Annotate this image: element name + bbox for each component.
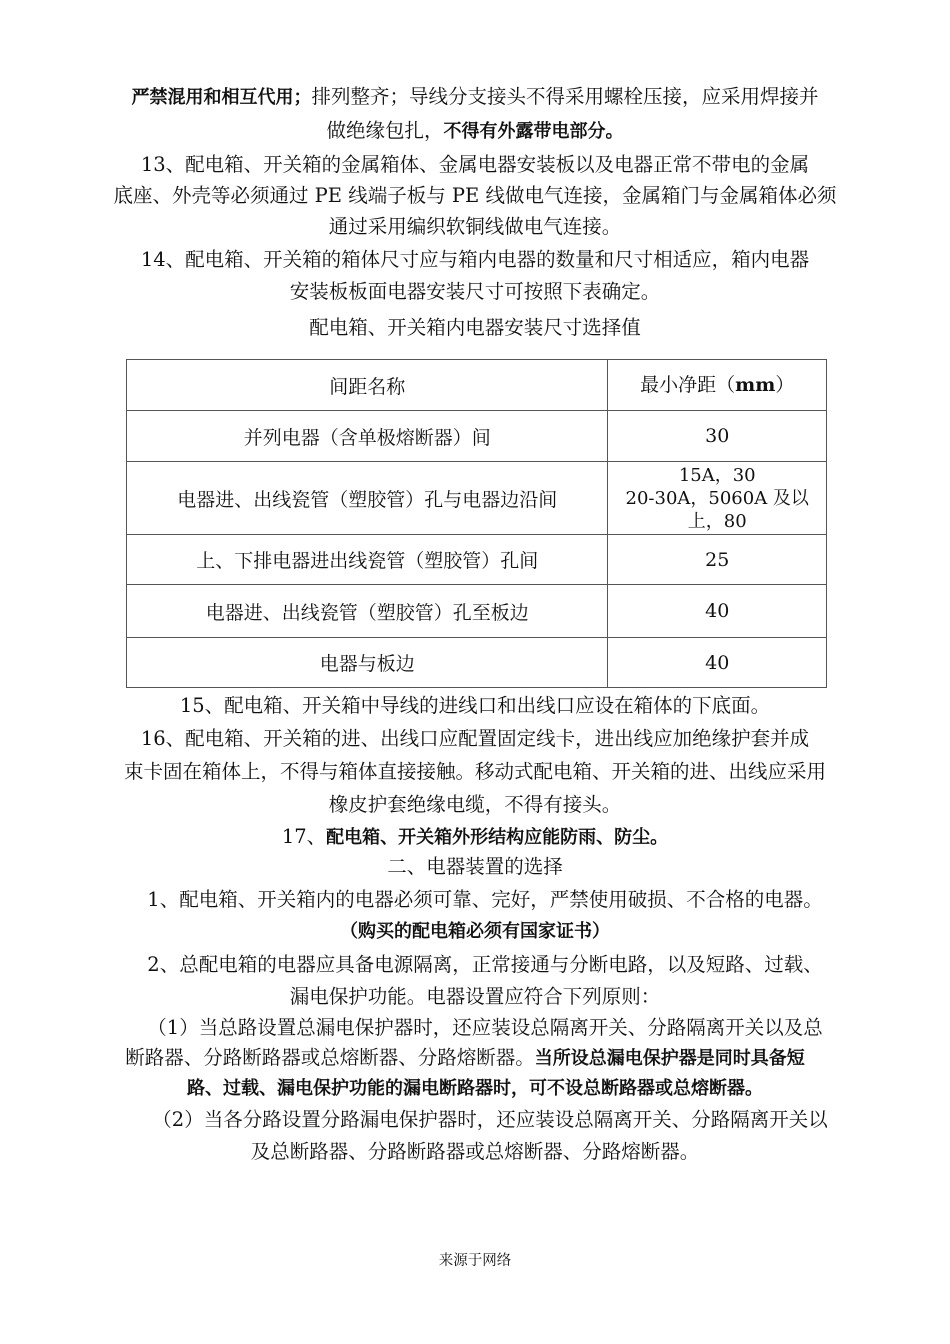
row-name: 上、下排电器进出线瓷管（塑胶管）孔间 bbox=[127, 535, 608, 585]
para14-line1: 14、配电箱、开关箱的箱体尺寸应与箱内电器的数量和尺寸相适应，箱内电器 bbox=[140, 248, 810, 271]
table-row bbox=[127, 462, 827, 535]
para13-line1: 13、配电箱、开关箱的金属箱体、金属电器安装板以及电器正常不带电的金属 bbox=[140, 153, 810, 176]
table-row bbox=[127, 535, 827, 585]
para16-line1: 16、配电箱、开关箱的进、出线口应配置固定线卡，进出线应加绝缘护套并成 bbox=[140, 727, 810, 750]
para13-line3: 通过采用编织软铜线做电气连接。 bbox=[328, 215, 622, 238]
section2-item2-line1: 2、总配电箱的电器应具备电源隔离，正常接通与分断电路，以及短路、过载、 bbox=[147, 953, 823, 976]
para14-line2: 安装板板面电器安装尺寸可按照下表确定。 bbox=[289, 280, 661, 303]
table-row bbox=[127, 638, 827, 688]
para12-line1 bbox=[0, 82, 950, 113]
header-spacing-name: 间距名称 bbox=[127, 360, 608, 411]
section2-sub2-line1: （2）当各分路设置分路漏电保护器时，还应装设总隔离开关、分路隔离开关以 bbox=[152, 1108, 828, 1131]
para15-line1: 15、配电箱、开关箱中导线的进线口和出线口应设在箱体的下底面。 bbox=[179, 694, 771, 717]
row-name: 电器进、出线瓷管（塑胶管）孔至板边 bbox=[127, 585, 608, 638]
sub1-bold-text: 当所设总漏电保护器是同时具备短 bbox=[534, 1048, 805, 1069]
section2-title: 二、电器装置的选择 bbox=[387, 855, 563, 878]
para17-bold-text: 配电箱、开关箱外形结构应能防雨、防尘。 bbox=[326, 827, 669, 848]
para16-line2: 束卡固在箱体上，不得与箱体直接接触。移动式配电箱、开关箱的进、出线应采用 bbox=[123, 760, 826, 783]
row-name: 电器进、出线瓷管（塑胶管）孔与电器边沿间 bbox=[127, 462, 608, 535]
table-row bbox=[127, 585, 827, 638]
para12-bold-text: 严禁混用和相互代用； bbox=[131, 87, 312, 108]
para13-line2: 底座、外壳等必须通过 PE 线端子板与 PE 线做电气连接，金属箱门与金属箱体必须 bbox=[113, 184, 837, 207]
para12-text: 做绝缘包扎， bbox=[326, 119, 444, 142]
para12-text: 排列整齐；导线分支接头不得采用螺栓压接，应采用焊接并 bbox=[311, 85, 819, 108]
section2-sub1-line1: （1）当总路设置总漏电保护器时，还应装设总隔离开关、分路隔离开关以及总 bbox=[147, 1016, 823, 1039]
section2-sub1-line2: 断路器、分路断路器或总熔断器、分路熔断器。当所设总漏电保护器是同时具备短 bbox=[125, 1046, 805, 1069]
para12-bold-text: 不得有外露带电部分。 bbox=[443, 121, 624, 142]
section2-item1: 1、配电箱、开关箱内的电器必须可靠、完好，严禁使用破损、不合格的电器。 bbox=[147, 888, 823, 911]
para17-number: 17、 bbox=[281, 825, 327, 848]
table-header-row bbox=[127, 360, 827, 411]
row-name: 电器与板边 bbox=[127, 638, 608, 688]
row-value: 15A，30 20-30A，5060A 及以 上，80 bbox=[608, 462, 827, 535]
row-value: 30 bbox=[608, 411, 827, 462]
spacing-table bbox=[126, 359, 827, 688]
para17-line bbox=[0, 822, 950, 853]
table-row bbox=[127, 411, 827, 462]
section2-sub2-line2: 及总断路器、分路断路器或总熔断器、分路熔断器。 bbox=[250, 1140, 700, 1163]
section2-item1-note: （购买的配电箱必须有国家证书） bbox=[340, 921, 610, 942]
header-min-distance: 最小净距（mm） bbox=[608, 360, 827, 411]
section2-sub1-line3: 路、过载、漏电保护功能的漏电断路器时，可不设总断路器或总熔断器。 bbox=[187, 1078, 763, 1099]
section2-item2-line2: 漏电保护功能。电器设置应符合下列原则： bbox=[289, 985, 661, 1008]
para16-line3: 橡皮护套绝缘电缆，不得有接头。 bbox=[328, 793, 622, 816]
row-name: 并列电器（含单极熔断器）间 bbox=[127, 411, 608, 462]
table-caption: 配电箱、开关箱内电器安装尺寸选择值 bbox=[309, 316, 641, 339]
para12-line2 bbox=[0, 116, 950, 147]
unit-label: mm bbox=[735, 374, 776, 396]
page-footer: 来源于网络 bbox=[438, 1253, 512, 1269]
row-value: 40 bbox=[608, 638, 827, 688]
row-value: 25 bbox=[608, 535, 827, 585]
row-value: 40 bbox=[608, 585, 827, 638]
